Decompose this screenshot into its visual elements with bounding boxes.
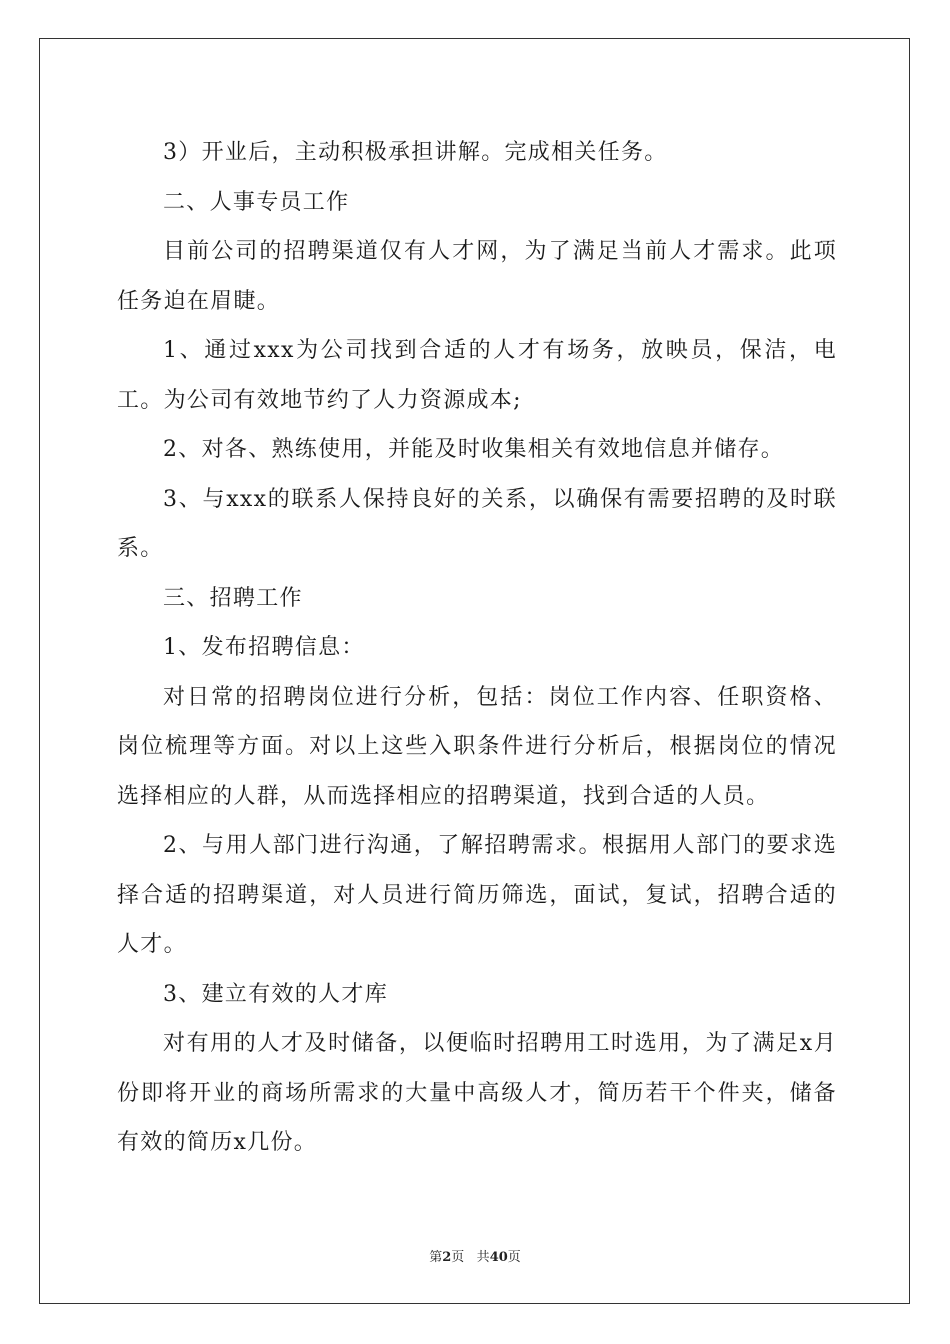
total-suffix: 页 bbox=[507, 1250, 521, 1265]
paragraph: 1、发布招聘信息： bbox=[163, 635, 365, 660]
paragraph: 2、与用人部门进行沟通，了解招聘需求。根据用人部门的要求选择合适的招聘渠道，对人员进行简历筛选，面试，复试，招聘合适的人才。 bbox=[117, 833, 837, 957]
page-prefix: 第 bbox=[429, 1250, 443, 1265]
section-heading: 三、招聘工作 bbox=[163, 585, 303, 611]
section-heading: 二、人事专员工作 bbox=[163, 189, 350, 215]
paragraph: 对有用的人才及时储备，以便临时招聘用工时选用，为了满足x月份即将开业的商场所需求的大量中高级人才，简历若干个件夹，储备有效的简历x几份。 bbox=[117, 1031, 837, 1155]
page-footer bbox=[0, 1246, 950, 1265]
paragraph: 目前公司的招聘渠道仅有人才网，为了满足当前人才需求。此项任务迫在眉睫。 bbox=[117, 239, 837, 314]
paragraph: 1、通过xxx为公司找到合适的人才有场务，放映员，保洁，电工。为公司有效地节约了人力资源成本; bbox=[117, 338, 837, 413]
total-pages: 40 bbox=[489, 1250, 508, 1265]
paragraph: 3、建立有效的人才库 bbox=[163, 981, 388, 1007]
paragraph: 对日常的招聘岗位进行分析，包括：岗位工作内容、任职资格、岗位梳理等方面。对以上这些入职条件进行分析后，根据岗位的情况选择相应的人群，从而选择相应的招聘渠道，找到合适的人员。 bbox=[117, 684, 837, 809]
paragraph: 3、与xxx的联系人保持良好的关系，以确保有需要招聘的及时联系。 bbox=[117, 486, 837, 561]
paragraph: 2、对各、熟练使用，并能及时收集相关有效地信息并储存。 bbox=[163, 437, 785, 462]
paragraph: 3）开业后，主动积极承担讲解。完成相关任务。 bbox=[163, 140, 668, 165]
total-prefix: 共 bbox=[476, 1250, 490, 1265]
page-suffix: 页 bbox=[451, 1250, 465, 1265]
document-body bbox=[117, 128, 837, 1168]
page-number: 2 bbox=[442, 1250, 452, 1265]
